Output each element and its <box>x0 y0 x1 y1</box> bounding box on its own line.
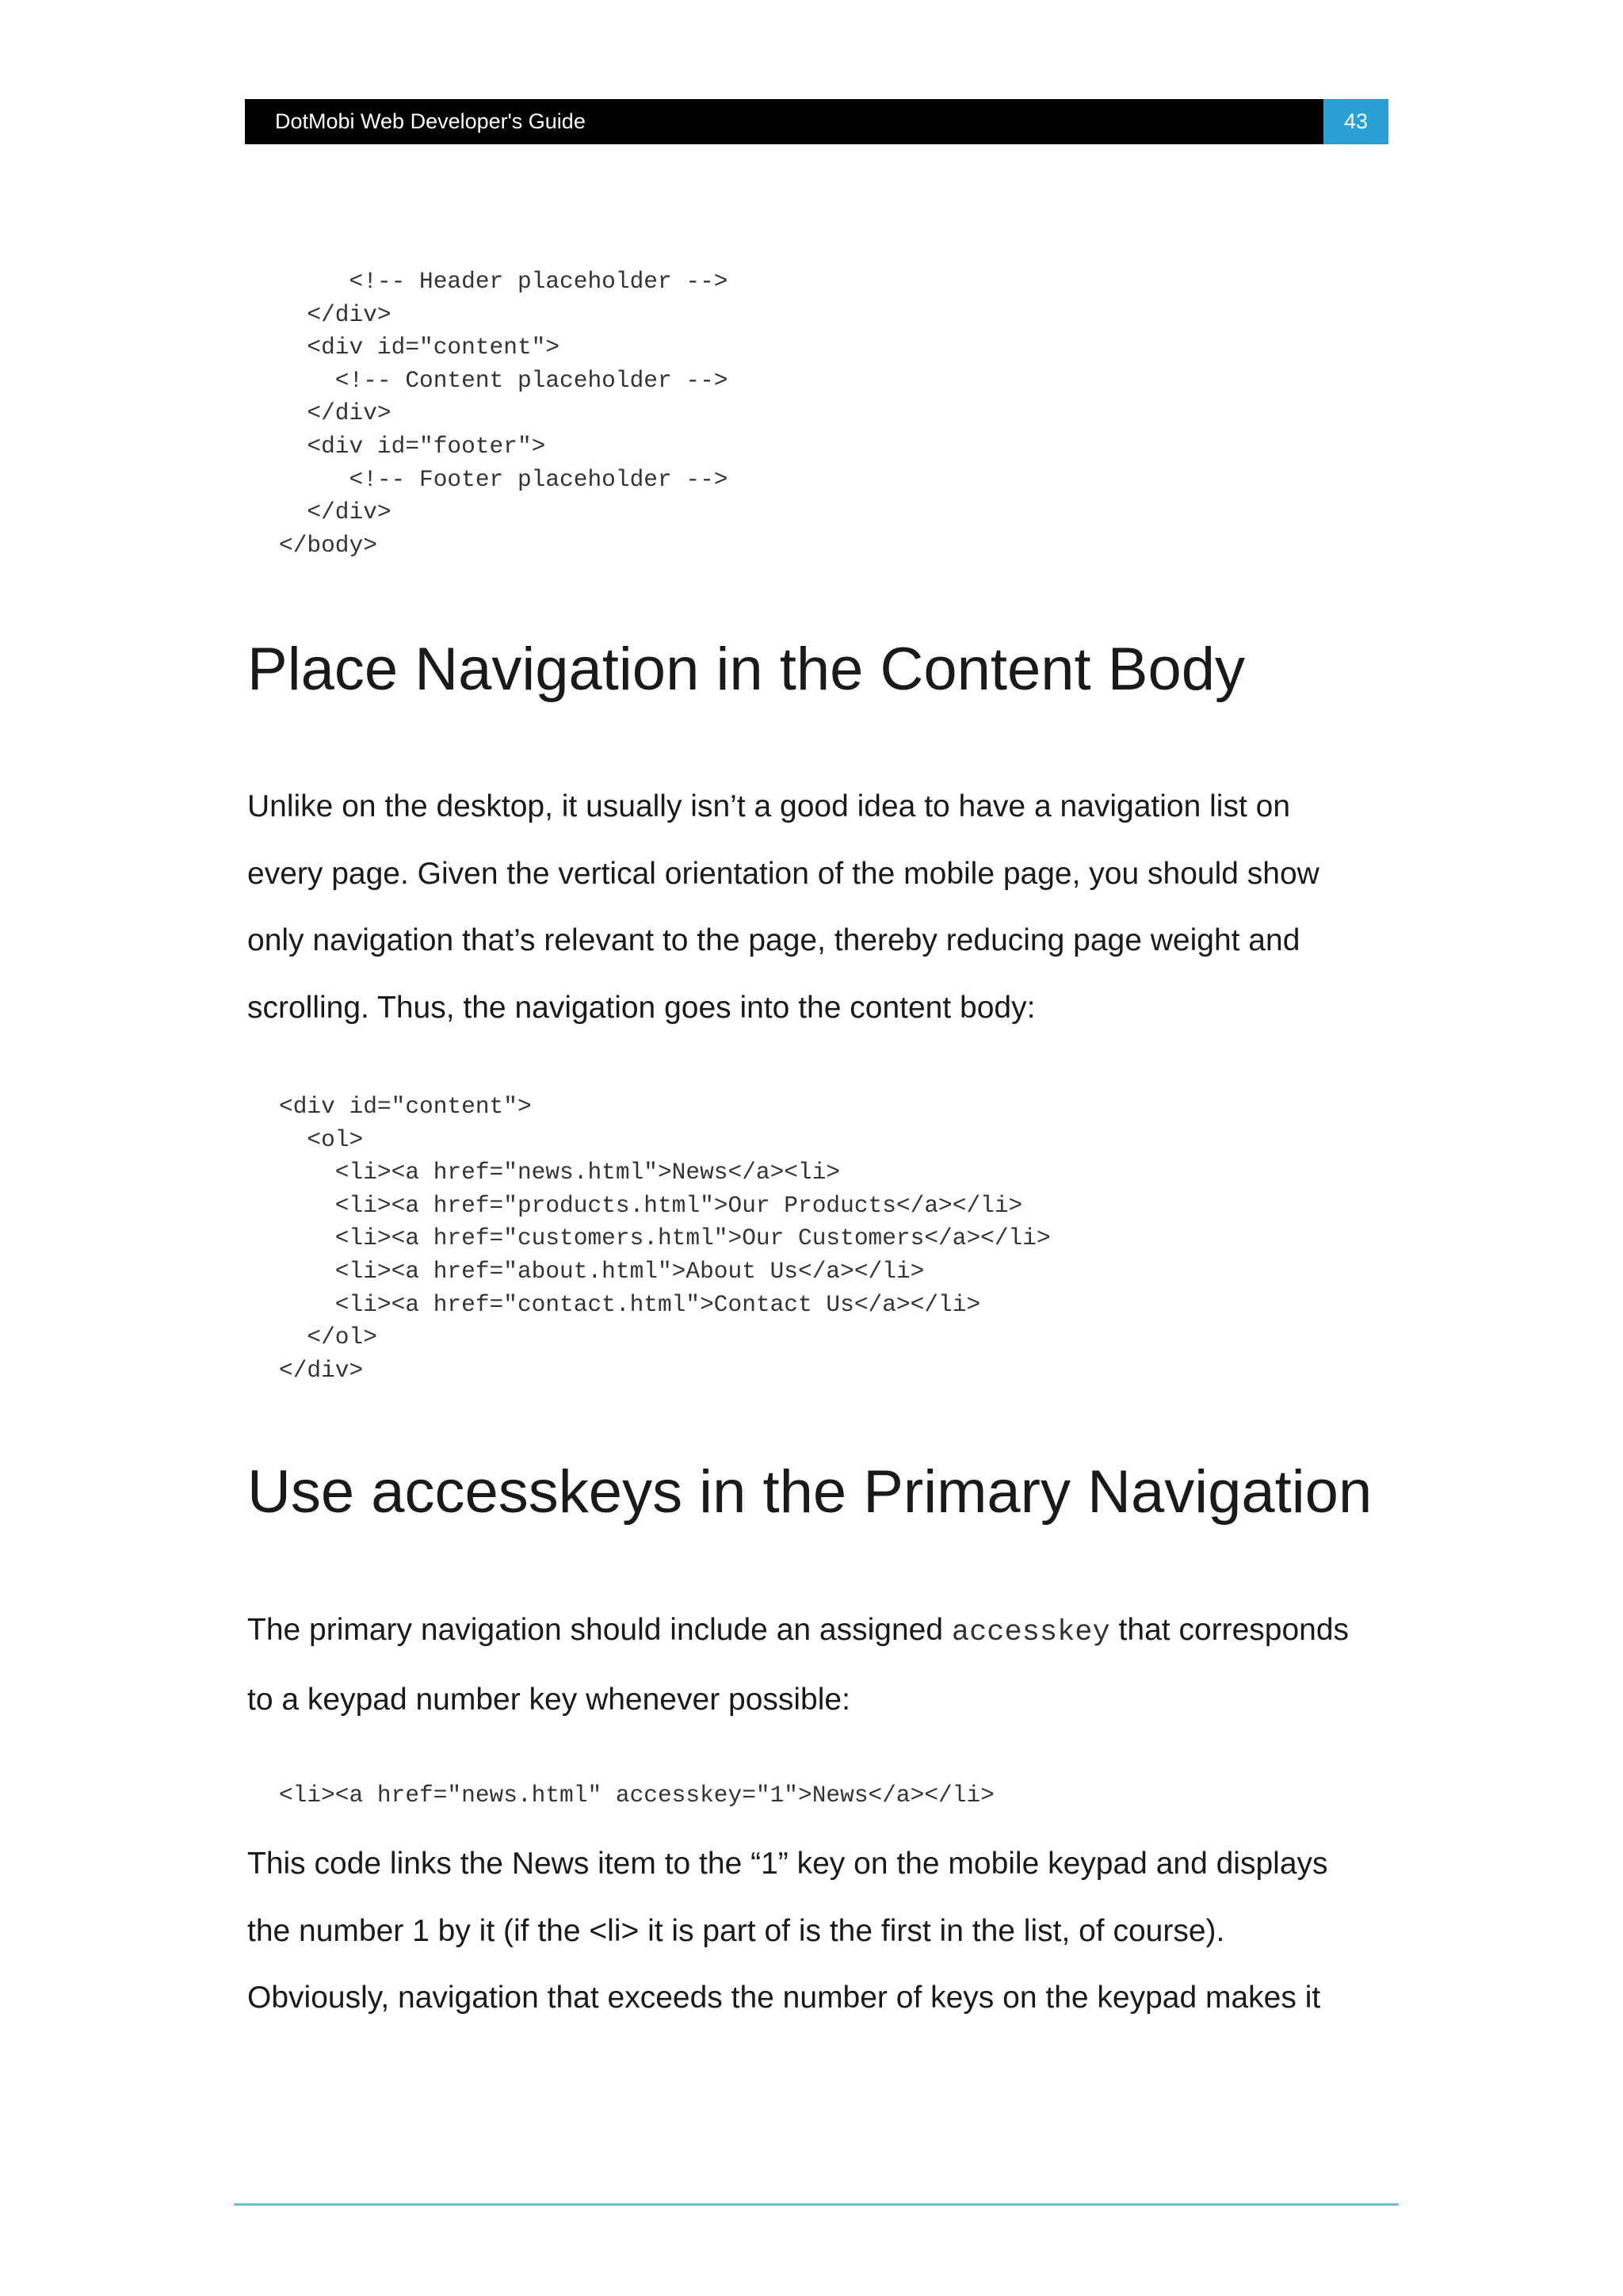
code-block-2 <box>279 1091 1051 1387</box>
page-number: 43 <box>1323 99 1388 144</box>
code-line: <li><a href="contact.html">Contact Us</a></li> <box>279 1290 981 1318</box>
code-line: <!-- Footer placeholder --> <box>279 465 728 493</box>
paragraph-line: to a keypad number key whenever possible: <box>247 1682 850 1717</box>
paragraph-line: only navigation that’s relevant to the page, thereby reducing page weight and <box>247 923 1300 957</box>
code-line: <div id="content"> <box>279 1093 532 1120</box>
code-line: <li><a href="news.html">News</a><li> <box>279 1159 841 1186</box>
code-line: <!-- Header placeholder --> <box>279 268 728 295</box>
text-run: that corresponds <box>1109 1613 1350 1647</box>
code-line: </body> <box>279 531 377 559</box>
paragraph-line: scrolling. Thus, the navigation goes into the content body: <box>247 990 1036 1025</box>
code-line: </ol> <box>279 1324 377 1351</box>
code-line: <div id="footer"> <box>279 432 546 460</box>
paragraph-accesskeys-explanation <box>247 1831 1388 2032</box>
section-heading-navigation: Place Navigation in the Content Body <box>247 636 1246 703</box>
code-line: </div> <box>279 399 391 427</box>
paragraph-line: This code links the News item to the “1” key on the mobile keypad and displays <box>247 1847 1328 1881</box>
code-line: <li><a href="about.html">About Us</a></li> <box>279 1257 925 1285</box>
header-title: DotMobi Web Developer's Guide <box>275 109 586 133</box>
running-header <box>245 99 1388 144</box>
text-run: The primary navigation should include an assigned <box>247 1613 952 1647</box>
paragraph-line: the number 1 by it (if the <li> it is part of is the first in the list, of course). <box>247 1913 1225 1948</box>
paragraph-line <box>247 1597 1388 1667</box>
section-heading-accesskeys: Use accesskeys in the Primary Navigation <box>247 1458 1373 1526</box>
code-line: </div> <box>279 499 391 526</box>
footer-divider <box>234 2203 1399 2206</box>
code-line: <ol> <box>279 1125 364 1153</box>
code-line: <li><a href="customers.html">Our Customers</a></li> <box>279 1224 1051 1252</box>
paragraph-navigation <box>247 774 1388 1041</box>
paragraph-line: Obviously, navigation that exceeds the number of keys on the keypad makes it <box>247 1981 1321 2015</box>
inline-code-accesskey: accesskey <box>951 1616 1110 1649</box>
code-line: <div id="content"> <box>279 334 560 361</box>
code-line: </div> <box>279 1356 364 1384</box>
code-line: </div> <box>279 300 391 328</box>
paragraph-accesskeys-intro <box>247 1597 1388 1733</box>
code-block-3 <box>279 1779 995 1813</box>
code-block-1 <box>279 266 728 562</box>
paragraph-line: Unlike on the desktop, it usually isn’t a good idea to have a navigation list on <box>247 789 1291 823</box>
code-line: <li><a href="products.html">Our Products</a></li> <box>279 1191 1023 1219</box>
code-line: <li><a href="news.html" accesskey="1">News</a></li> <box>279 1782 995 1809</box>
code-line: <!-- Content placeholder --> <box>279 366 728 394</box>
paragraph-line: every page. Given the vertical orientation of the mobile page, you should show <box>247 856 1319 891</box>
